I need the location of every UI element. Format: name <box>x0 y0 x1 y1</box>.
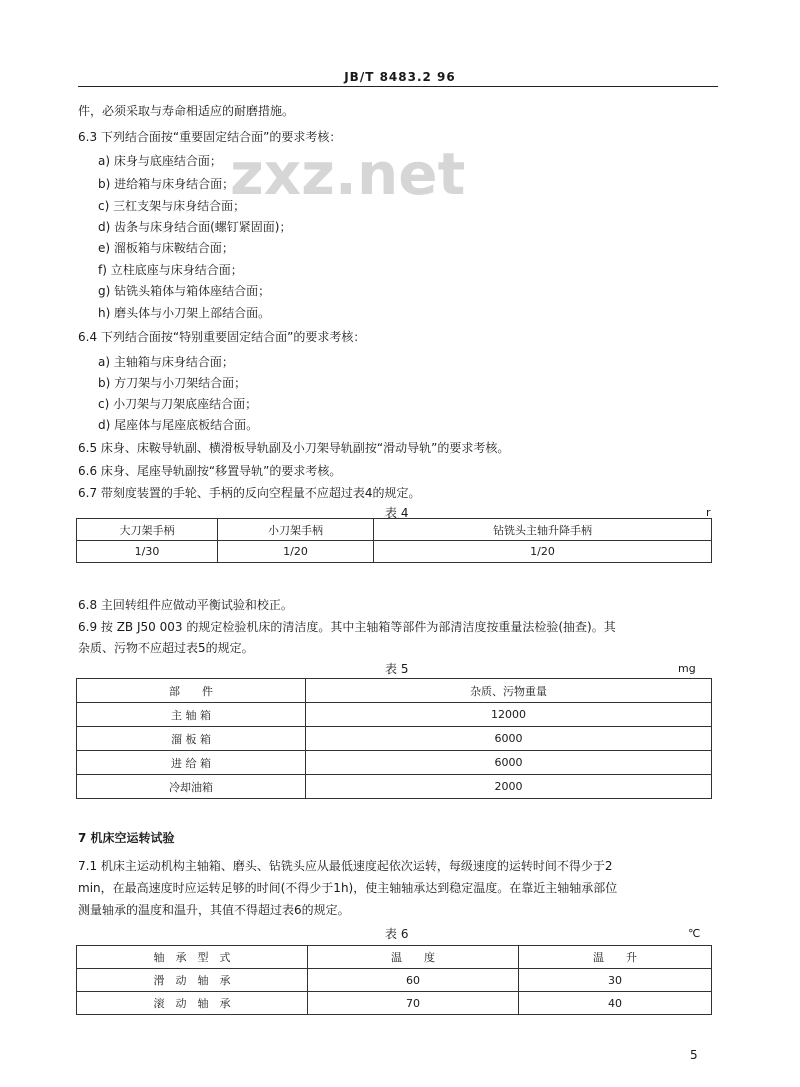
table-5 <box>76 678 712 799</box>
table4-cell: 1/30 <box>77 541 218 563</box>
clause-7-1: 7.1 机床主运动机构主轴箱、磨头、钻铣头应从最低速度起依次运转，每级速度的运转时间不得少于2 <box>78 859 613 873</box>
table5-cell: 主 轴 箱 <box>77 703 306 727</box>
list-item: h) 磨头体与小刀架上部结合面。 <box>98 306 271 320</box>
clause-6-3: 6.3 下列结合面按“重要固定结合面”的要求考核： <box>78 130 342 144</box>
clause-6-4: 6.4 下列结合面按“特别重要固定结合面”的要求考核： <box>78 330 366 344</box>
list-item: a) 床身与底座结合面； <box>98 154 222 168</box>
table4-header: 钻铣头主轴升降手柄 <box>374 519 712 541</box>
list-item: c) 三杠支架与床身结合面； <box>98 199 246 213</box>
page-number: 5 <box>690 1048 698 1062</box>
table6-cell: 滑 动 轴 承 <box>77 969 308 992</box>
table-6 <box>76 945 712 1015</box>
table4-caption: 表 4 <box>385 506 409 520</box>
text-line: 测量轴承的温度和温升，其值不得超过表6的规定。 <box>78 903 350 917</box>
section-7-title: 7 机床空运转试验 <box>78 831 175 845</box>
table6-header: 轴 承 型 式 <box>77 946 308 969</box>
clause-6-5: 6.5 床身、床鞍导轨副、横滑板导轨副及小刀架导轨副按“滑动导轨”的要求考核。 <box>78 441 510 455</box>
table5-header: 部 件 <box>77 679 306 703</box>
table4-cell: 1/20 <box>374 541 712 563</box>
table5-cell: 进 给 箱 <box>77 751 306 775</box>
table4-cell: 1/20 <box>218 541 374 563</box>
table5-cell: 6000 <box>306 727 712 751</box>
table4-header: 大刀架手柄 <box>77 519 218 541</box>
table4-unit: r <box>706 506 711 519</box>
list-item: d) 尾座体与尾座底板结合面。 <box>98 418 259 432</box>
list-item: a) 主轴箱与床身结合面； <box>98 355 234 369</box>
table5-cell: 冷却油箱 <box>77 775 306 799</box>
list-item: b) 进给箱与床身结合面； <box>98 177 235 191</box>
list-item: b) 方刀架与小刀架结合面； <box>98 376 247 390</box>
clause-6-6: 6.6 床身、尾座导轨副按“移置导轨”的要求考核。 <box>78 464 342 478</box>
table6-cell: 60 <box>308 969 519 992</box>
table5-unit: mg <box>678 662 696 675</box>
watermark: zxz.net <box>230 140 466 208</box>
clause-6-7: 6.7 带刻度装置的手轮、手柄的反向空程量不应超过表4的规定。 <box>78 486 421 500</box>
table5-caption: 表 5 <box>385 662 409 676</box>
list-item: c) 小刀架与刀架底座结合面； <box>98 397 258 411</box>
table6-header: 温 升 <box>519 946 712 969</box>
table6-cell: 30 <box>519 969 712 992</box>
clause-6-9: 6.9 按 ZB J50 003 的规定检验机床的清洁度。其中主轴箱等部件为部清洁度按重量法检验(抽查)。其 <box>78 620 616 634</box>
table6-caption: 表 6 <box>385 927 409 941</box>
list-item: d) 齿条与床身结合面(螺钉紧固面)； <box>98 220 292 234</box>
clause-6-8: 6.8 主回转组件应做动平衡试验和校正。 <box>78 598 293 612</box>
table6-cell: 40 <box>519 992 712 1015</box>
list-item: e) 溜板箱与床鞍结合面； <box>98 241 234 255</box>
list-item: g) 钻铣头箱体与箱体座结合面； <box>98 284 271 298</box>
header-rule <box>78 86 718 87</box>
table-4 <box>76 518 712 563</box>
list-item: f) 立柱底座与床身结合面； <box>98 263 243 277</box>
table5-header: 杂质、污物重量 <box>306 679 712 703</box>
table6-cell: 滚 动 轴 承 <box>77 992 308 1015</box>
table6-header: 温 度 <box>308 946 519 969</box>
table4-header: 小刀架手柄 <box>218 519 374 541</box>
table5-cell: 6000 <box>306 751 712 775</box>
table5-cell: 溜 板 箱 <box>77 727 306 751</box>
table6-unit: ℃ <box>688 927 701 940</box>
table5-cell: 12000 <box>306 703 712 727</box>
table5-cell: 2000 <box>306 775 712 799</box>
document-header: JB/T 8483.2 96 <box>344 70 456 84</box>
table6-cell: 70 <box>308 992 519 1015</box>
text-line: 件，必须采取与寿命相适应的耐磨措施。 <box>78 104 295 118</box>
text-line: min，在最高速度时应运转足够的时间(不得少于1h)，使主轴轴承达到稳定温度。在靠近主轴轴承部位 <box>78 881 618 895</box>
text-line: 杂质、污物不应超过表5的规定。 <box>78 641 254 655</box>
